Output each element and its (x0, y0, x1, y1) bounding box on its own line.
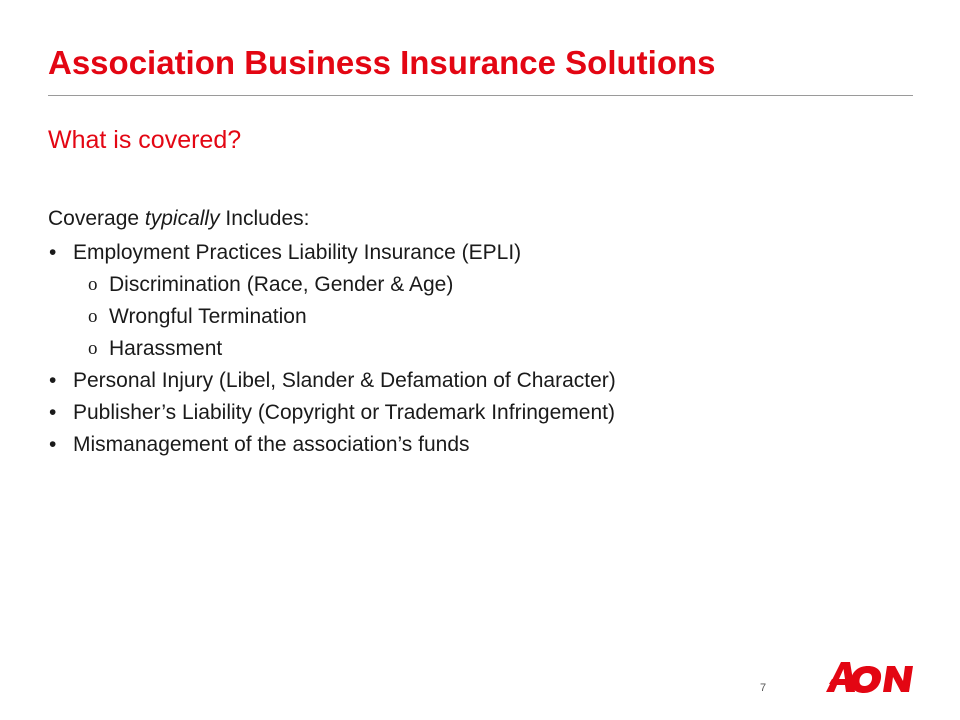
bullet-text: Mismanagement of the association’s funds (73, 433, 470, 456)
bullet-marker: • (49, 433, 57, 456)
bullet-text: Employment Practices Liability Insurance (EPLI) (73, 241, 522, 264)
sub-bullet-marker: o (88, 338, 98, 359)
bullet-marker: • (49, 369, 57, 392)
intro-text-before: Coverage (48, 207, 145, 230)
bullet-marker: • (49, 401, 57, 424)
slide-title: Association Business Insurance Solutions (48, 44, 716, 81)
sub-bullet-marker: o (88, 274, 98, 295)
sub-bullet-text: Wrongful Termination (109, 305, 307, 328)
slide-body (48, 204, 908, 462)
bullet-text: Personal Injury (Libel, Slander & Defamation of Character) (73, 369, 616, 392)
sub-bullet-text: Discrimination (Race, Gender & Age) (109, 273, 454, 296)
sub-bullet-discrimination (48, 270, 908, 300)
title-divider (48, 95, 913, 96)
bullet-item-mismanagement (48, 430, 908, 460)
sub-bullet-text: Harassment (109, 337, 223, 360)
slide-subtitle: What is covered? (48, 126, 242, 154)
sub-bullet-harassment (48, 334, 908, 364)
bullet-marker: • (49, 241, 57, 264)
aon-logo (824, 659, 914, 695)
coverage-intro (48, 204, 908, 234)
intro-emphasis: typically (144, 207, 220, 230)
bullet-item-personal-injury (48, 366, 908, 396)
sub-bullet-marker: o (88, 306, 98, 327)
bullet-item-epli (48, 238, 908, 268)
bullet-item-publishers-liability (48, 398, 908, 428)
bullet-text: Publisher’s Liability (Copyright or Trademark Infringement) (73, 401, 615, 424)
intro-text-after: Includes: (219, 207, 310, 230)
page-number: 7 (760, 682, 767, 694)
sub-bullet-wrongful-termination (48, 302, 908, 332)
